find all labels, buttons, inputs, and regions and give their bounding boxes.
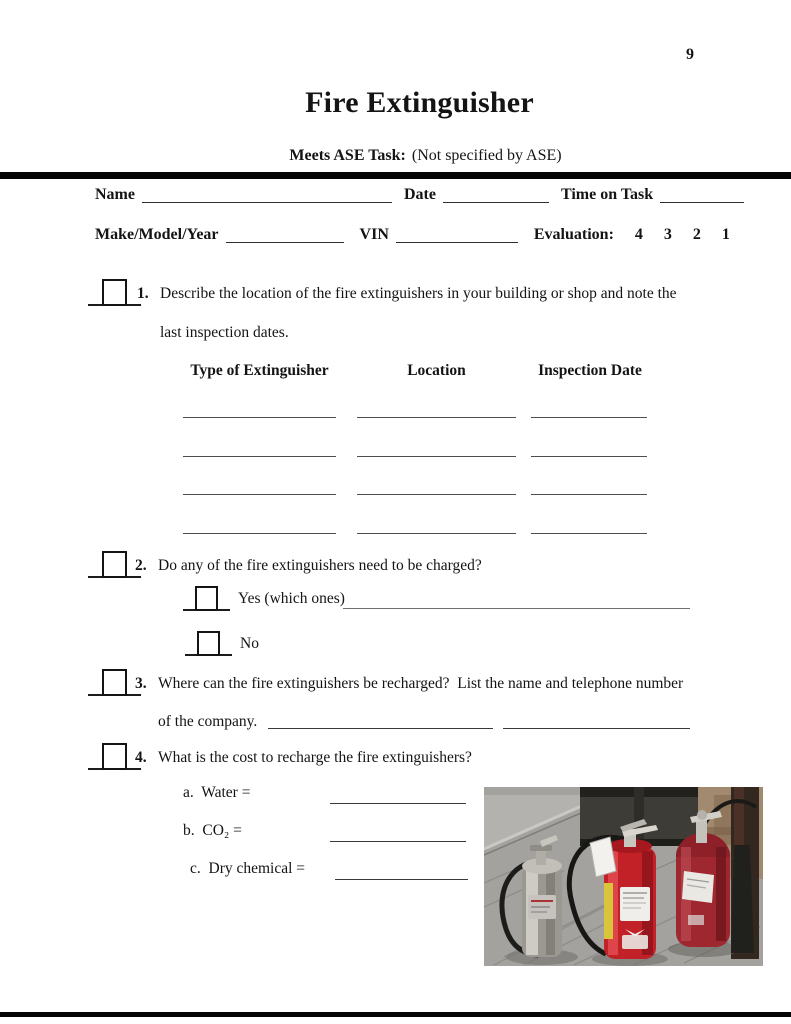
q4-item-dry-chemical-label: c. Dry chemical = <box>190 860 306 877</box>
q3-number: 3. <box>135 675 147 692</box>
column-header-type: Type of Extinguisher <box>190 362 329 379</box>
checkbox-box <box>102 669 127 696</box>
footer-rule <box>0 1012 791 1017</box>
q4-text: What is the cost to recharge the fire extinguishers? <box>158 749 472 766</box>
q3-text-line1: Where can the fire extinguishers be recharged? List the name and telephone number <box>158 675 684 692</box>
q3-text-line2: of the company. <box>158 713 258 730</box>
q1-text-line1: Describe the location of the fire extinguishers in your building or shop and note the <box>160 285 677 302</box>
q4-item-co2-label: b. CO₂ = <box>183 822 242 839</box>
date-label: Date <box>403 186 436 203</box>
ase-task-line <box>0 147 791 165</box>
time-on-task-field[interactable] <box>660 202 744 203</box>
q4-co2-answer-line[interactable] <box>330 841 466 842</box>
q2-text: Do any of the fire extinguishers need to be charged? <box>158 557 482 574</box>
name-label: Name <box>95 186 135 203</box>
checkbox-box <box>102 551 127 578</box>
fire-extinguishers-photo <box>484 787 763 966</box>
table-blank-line[interactable] <box>357 533 516 534</box>
checkbox-underline-right <box>220 654 232 656</box>
evaluation-3[interactable]: 3 <box>663 226 672 243</box>
q1-text-line2: last inspection dates. <box>160 324 289 341</box>
page-number: 9 <box>686 46 694 63</box>
name-date-row <box>95 186 744 204</box>
checkbox-underline-right <box>127 304 141 306</box>
table-blank-line[interactable] <box>183 417 336 418</box>
checkbox-box <box>102 743 127 770</box>
table-blank-line[interactable] <box>357 494 516 495</box>
q2-checkbox[interactable] <box>88 551 141 578</box>
q4-item-water-label: a. Water = <box>183 784 251 801</box>
checkbox-box <box>197 631 220 656</box>
vehicle-row <box>95 226 730 244</box>
checkbox-underline-left <box>88 576 102 578</box>
evaluation-4[interactable]: 4 <box>634 226 643 243</box>
checkbox-box <box>102 279 127 306</box>
q3-phone-answer-line[interactable] <box>503 728 690 729</box>
ase-task-label: Meets ASE Task: <box>289 147 406 164</box>
q2-yes-label: Yes (which ones) <box>238 590 345 607</box>
checkbox-underline-left <box>88 304 102 306</box>
table-blank-line[interactable] <box>531 456 647 457</box>
header-rule <box>0 172 791 179</box>
checkbox-underline-left <box>88 694 102 696</box>
ase-task-value: (Not specified by ASE) <box>411 147 562 164</box>
column-header-inspection-date: Inspection Date <box>538 362 642 379</box>
q4-water-answer-line[interactable] <box>330 803 466 804</box>
q3-company-answer-line[interactable] <box>268 728 493 729</box>
time-on-task-label: Time on Task <box>560 186 654 203</box>
q1-number: 1. <box>137 285 149 302</box>
table-blank-line[interactable] <box>357 417 516 418</box>
checkbox-underline-right <box>218 609 230 611</box>
checkbox-underline-right <box>127 694 141 696</box>
q3-checkbox[interactable] <box>88 669 141 696</box>
make-model-year-label: Make/Model/Year <box>95 226 219 243</box>
evaluation-1[interactable]: 1 <box>721 226 730 243</box>
checkbox-underline-left <box>88 768 102 770</box>
q2-number: 2. <box>135 557 147 574</box>
date-field[interactable] <box>443 202 549 203</box>
make-model-year-field[interactable] <box>226 242 344 243</box>
column-header-location: Location <box>407 362 466 379</box>
q4-number: 4. <box>135 749 147 766</box>
table-blank-line[interactable] <box>531 494 647 495</box>
q2-no-label: No <box>240 635 259 652</box>
q2-no-checkbox[interactable] <box>185 631 232 656</box>
q4-dry-chemical-answer-line[interactable] <box>335 879 468 880</box>
table-blank-line[interactable] <box>183 456 336 457</box>
checkbox-underline-left <box>185 654 197 656</box>
checkbox-underline-left <box>183 609 195 611</box>
evaluation-label: Evaluation: <box>533 226 614 243</box>
q1-checkbox[interactable] <box>88 279 141 306</box>
table-blank-line[interactable] <box>357 456 516 457</box>
vin-label: VIN <box>359 226 389 243</box>
checkbox-box <box>195 586 218 611</box>
checkbox-underline-right <box>127 576 141 578</box>
table-blank-line[interactable] <box>183 494 336 495</box>
q4-checkbox[interactable] <box>88 743 141 770</box>
q2-yes-checkbox[interactable] <box>183 586 230 611</box>
evaluation-2[interactable]: 2 <box>692 226 701 243</box>
table-blank-line[interactable] <box>531 533 647 534</box>
checkbox-underline-right <box>127 768 141 770</box>
q2-yes-answer-line[interactable] <box>343 608 690 609</box>
table-blank-line[interactable] <box>183 533 336 534</box>
page-title: Fire Extinguisher <box>305 86 534 119</box>
vin-field[interactable] <box>396 242 518 243</box>
table-blank-line[interactable] <box>531 417 647 418</box>
name-field[interactable] <box>142 202 392 203</box>
